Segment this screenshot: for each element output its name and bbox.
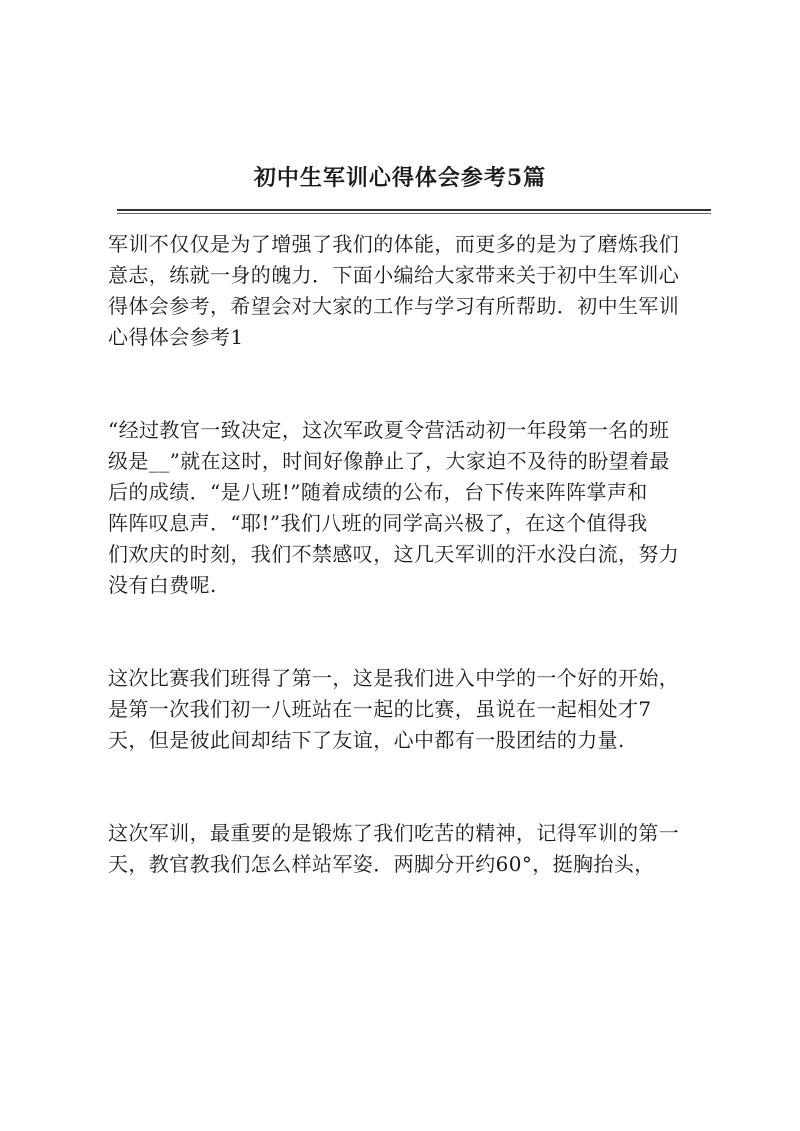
paragraph-training — [108, 818, 718, 880]
text-line: 们欢庆的时刻，我们不禁感叹，这几天军训的汗水没白流，努力 — [108, 542, 680, 566]
document-title: 初中生军训心得体会参考5篇 — [253, 165, 547, 191]
text-line: 军训不仅仅是为了增强了我们的体能，而更多的是为了磨炼我们 — [108, 232, 680, 256]
text-line: “经过教官一致决定，这次军政夏令营活动初一年段第一名的班 — [108, 418, 670, 442]
paragraph-intro — [108, 229, 718, 353]
title-divider-thin — [117, 213, 711, 214]
text-line: 得体会参考，希望会对大家的工作与学习有所帮助．初中生军训 — [108, 294, 680, 318]
paragraph-spacer — [108, 353, 718, 415]
paragraph-spacer — [108, 756, 718, 818]
paragraph-first-place — [108, 663, 718, 756]
paragraph-announcement — [108, 415, 718, 601]
text-line: 天，教官教我们怎么样站军姿．两脚分开约60°，挺胸抬头， — [108, 852, 655, 876]
text-line: 意志，练就一身的魄力．下面小编给大家带来关于初中生军训心 — [108, 263, 680, 287]
paragraph-spacer — [108, 601, 718, 663]
document-body — [108, 229, 718, 880]
text-line: 后的成绩．“是八班!”随着成绩的公布，台下传来阵阵掌声和 — [108, 480, 648, 504]
text-line: 天，但是彼此间却结下了友谊，心中都有一股团结的力量. — [108, 728, 625, 752]
title-divider-thick — [117, 209, 711, 211]
text-line: 这次比赛我们班得了第一，这是我们进入中学的一个好的开始， — [108, 666, 680, 690]
text-line: 级是__”就在这时，时间好像静止了，大家迫不及待的盼望着最 — [108, 449, 670, 473]
text-line: 阵阵叹息声．“耶!”我们八班的同学高兴极了，在这个值得我 — [108, 511, 648, 535]
text-line: 心得体会参考1 — [108, 325, 244, 349]
text-line: 这次军训，最重要的是锻炼了我们吃苦的精神，记得军训的第一 — [108, 821, 680, 845]
text-line: 是第一次我们初一八班站在一起的比赛，虽说在一起相处才7 — [108, 697, 652, 721]
text-line: 没有白费呢. — [108, 573, 217, 597]
